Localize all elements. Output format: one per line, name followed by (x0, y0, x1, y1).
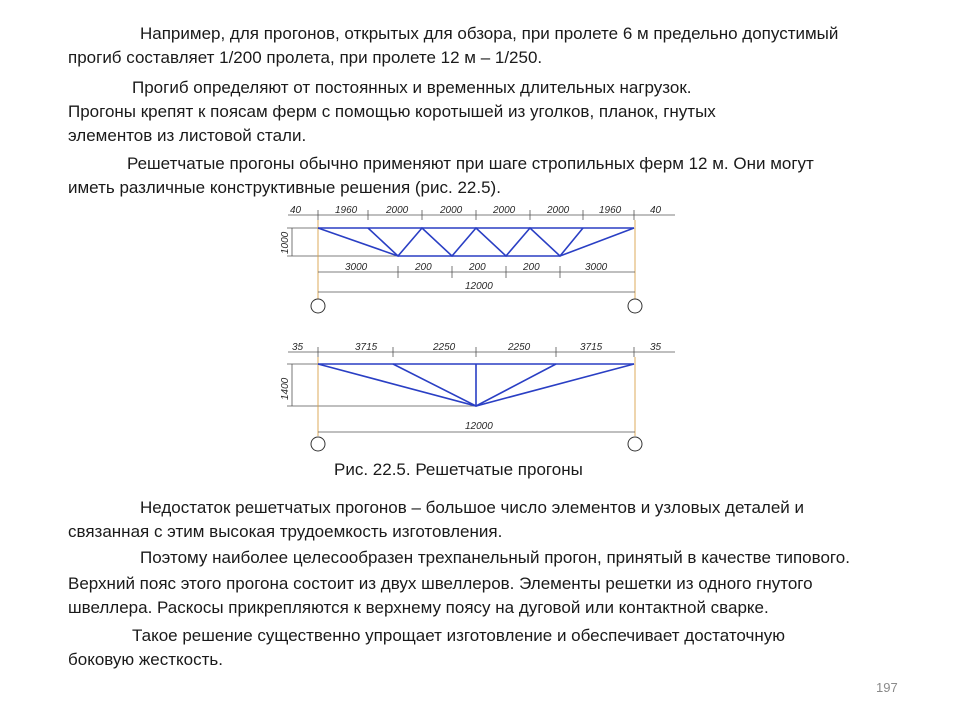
text-line: иметь различные конструктивные решения (рис. 22.5). (68, 178, 501, 197)
dim-label: 2000 (440, 205, 463, 216)
dim-label: 2250 (433, 342, 456, 353)
dim-label: 200 (415, 262, 432, 273)
text-line: элементов из листовой стали. (68, 126, 307, 145)
truss-drawing-1 (270, 200, 680, 325)
text-line: швеллера. Раскосы прикрепляются к верхнему поясу на дуговой или контактной сварке. (68, 598, 769, 617)
dim-label: 200 (523, 262, 540, 273)
height-dim-label: 1400 (280, 377, 291, 400)
dim-label: 2000 (547, 205, 570, 216)
dim-label: 1960 (599, 205, 622, 216)
support-icon (311, 437, 325, 451)
text-line: боковую жесткость. (68, 650, 223, 669)
text-line: Прогоны крепят к поясам ферм с помощью коротышей из уголков, планок, гнутых (68, 102, 716, 121)
dim-label: 3715 (355, 342, 378, 353)
dim-label: 2250 (508, 342, 531, 353)
text-line: прогиб составляет 1/200 пролета, при пролете 12 м – 1/250. (68, 48, 543, 67)
text-line: Решетчатые прогоны обычно применяют при шаге стропильных ферм 12 м. Они могут (127, 154, 814, 173)
dim-label: 200 (469, 262, 486, 273)
dim-label: 3715 (580, 342, 603, 353)
dim-label: 40 (650, 205, 662, 216)
support-icon (628, 299, 642, 313)
text-line: Поэтому наиболее целесообразен трехпанельный прогон, принятый в качестве типового. (140, 548, 850, 567)
span-label: 12000 (465, 421, 493, 432)
text-line: Недостаток решетчатых прогонов – большое число элементов и узловых деталей и (140, 498, 805, 517)
dim-label: 40 (290, 205, 302, 216)
support-icon (628, 437, 642, 451)
truss-drawing-2 (270, 340, 680, 460)
dim-label: 3000 (585, 262, 608, 273)
text-line: Верхний пояс этого прогона состоит из двух швеллеров. Элементы решетки из одного гнутого (68, 574, 813, 593)
support-icon (311, 299, 325, 313)
page-number: 197 (876, 680, 898, 695)
text-line: связанная с этим высокая трудоемкость изготовления. (68, 522, 503, 541)
figure-caption: Рис. 22.5. Решетчатые прогоны (334, 460, 583, 479)
span-label: 12000 (465, 281, 493, 292)
text-line: Прогиб определяют от постоянных и временных длительных нагрузок. (132, 78, 692, 97)
dim-label: 1960 (335, 205, 358, 216)
text-line: Например, для прогонов, открытых для обзора, при пролете 6 м предельно допустимый (140, 24, 839, 43)
dim-label: 35 (292, 342, 304, 353)
dim-label: 35 (650, 342, 662, 353)
dim-label: 2000 (493, 205, 516, 216)
text-line: Такое решение существенно упрощает изготовление и обеспечивает достаточную (132, 626, 786, 645)
dim-label: 2000 (386, 205, 409, 216)
dim-label: 3000 (345, 262, 368, 273)
height-dim-label: 1000 (280, 231, 291, 254)
